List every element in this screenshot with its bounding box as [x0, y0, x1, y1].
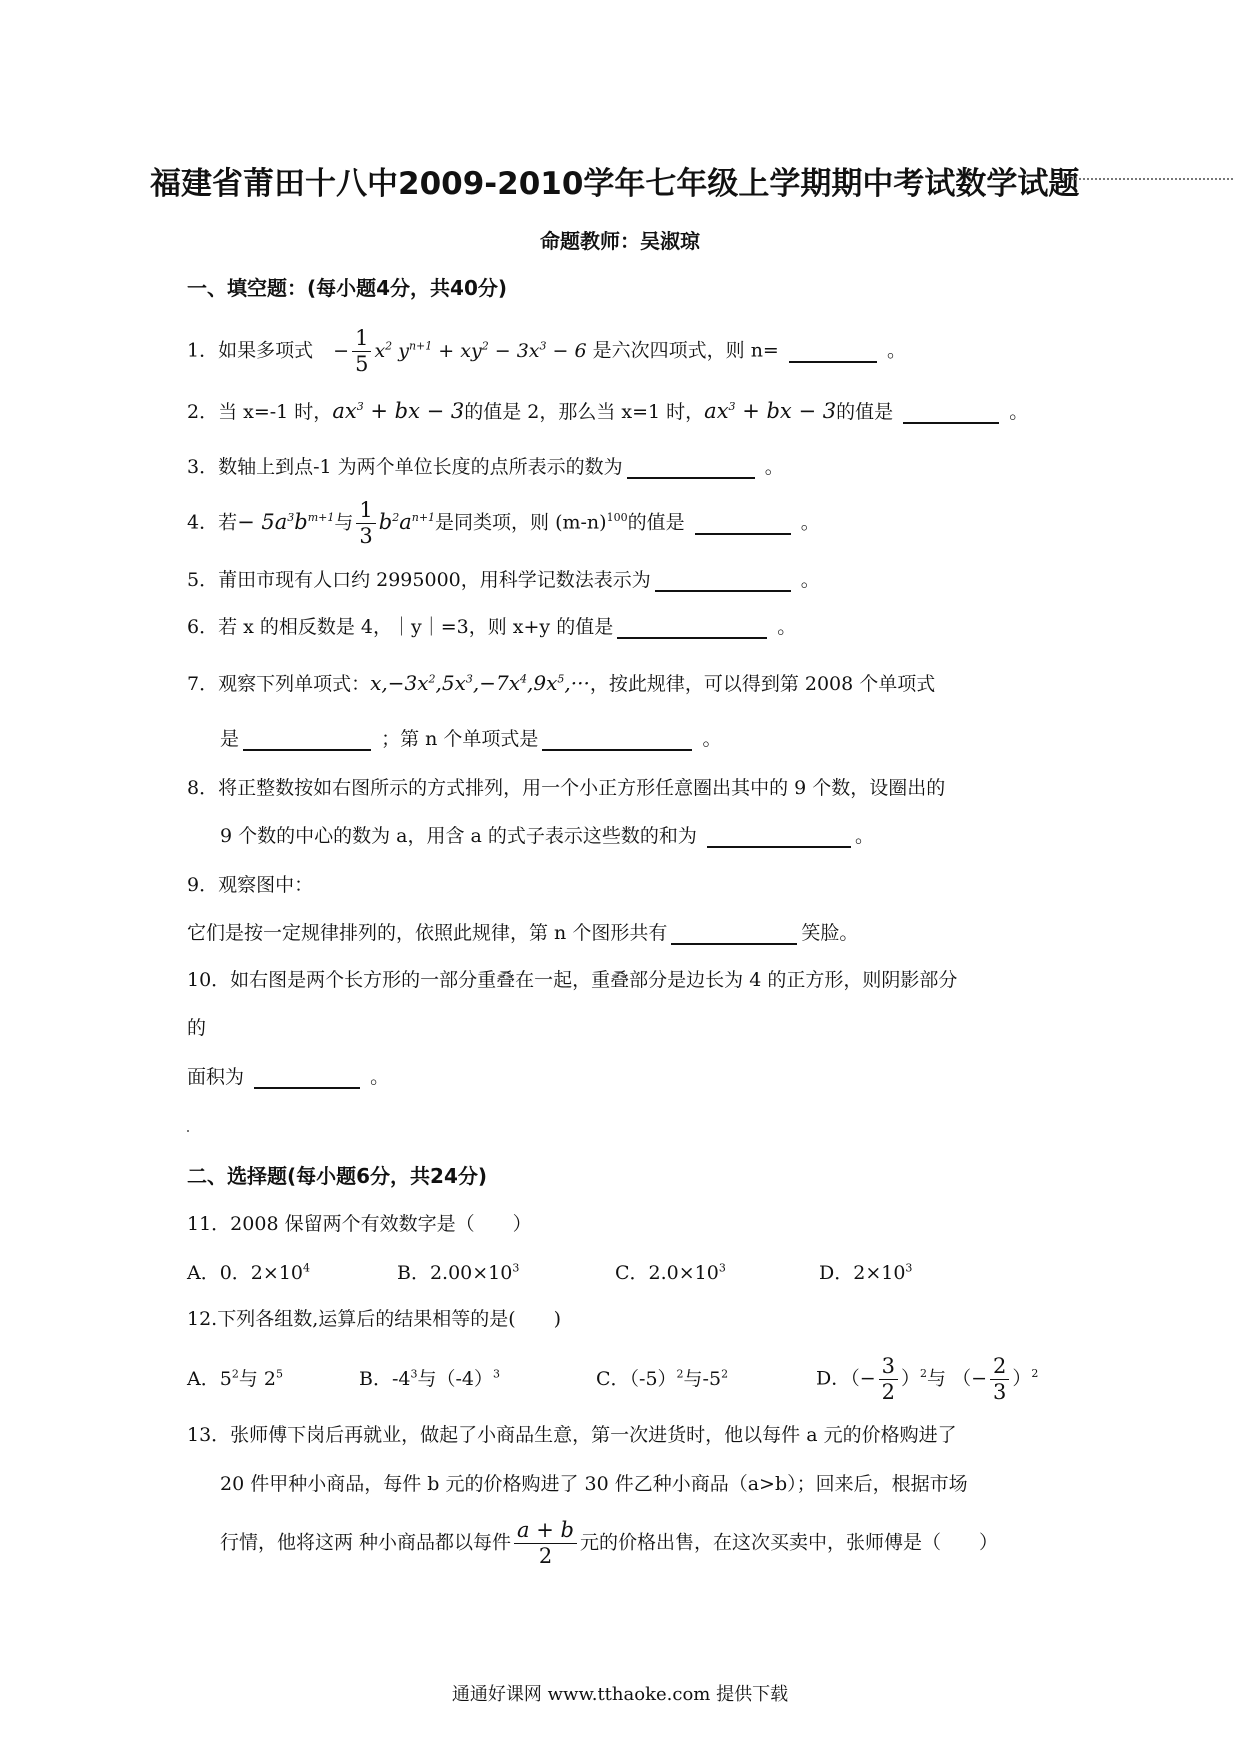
question-11: 11．2008 保留两个有效数字是（ ）	[187, 1213, 532, 1235]
footer-credit: 通通好课网 www.tthaoke.com 提供下载	[451, 1684, 789, 1705]
q11-option-c: C．$2.0\times 10^3$	[615, 1261, 726, 1284]
q9-answer-blank	[671, 923, 797, 945]
q7-answer-blank-1	[243, 729, 371, 751]
question-7: 7．观察下列单项式：$x,-3x^2,5x^3,-7x^4,9x^5,\cdot\cdot\cdot$，按此规律，可以得到第 2008 个单项式	[187, 671, 936, 695]
question-5: 5．莆田市现有人口约 2995000，用科学记数法表示为 。	[187, 569, 820, 591]
q7-answer-blank-2	[542, 729, 692, 751]
question-4: 4．若− $5a^3b^{m+1}$与 $\frac{1}{3}$ $b^2a^{n+1}$是同类项，则 $(m-n)^{100}$的值是 。	[187, 498, 820, 548]
q3-answer-blank	[627, 457, 755, 479]
section-2-heading: 二、选择题(每小题6分，共24分)	[187, 1164, 488, 1188]
q8-answer-blank	[707, 826, 851, 848]
question-13-line-2: 20 件甲种小商品，每件 b 元的价格购进了 30 件乙种小商品（a>b）；回来后，根据市场	[220, 1473, 968, 1495]
q10-answer-blank	[254, 1067, 360, 1089]
q1-answer-blank	[789, 341, 877, 363]
q12-d-fraction-1: $\frac{3}{2}$	[879, 1356, 898, 1403]
dotted-leader	[1058, 178, 1233, 180]
scan-speck	[187, 1130, 189, 1132]
q11-option-d: D．$2\times 10^3$	[819, 1261, 913, 1284]
q12-option-c: C．$(-5)^2$与$-5^2$	[596, 1367, 729, 1390]
question-10: 10．如右图是两个长方形的一部分重叠在一起，重叠部分是边长为 4 的正方形，则阴影部分	[187, 969, 958, 991]
question-12-options	[187, 1356, 1038, 1403]
q2-answer-blank	[903, 402, 999, 424]
q1-text: 是六次四项式，则 n=	[592, 339, 779, 362]
q13-fraction: $\frac{a + b}{2}$	[514, 1520, 577, 1567]
q11-option-a: A．0．$2\times 10^4$	[187, 1261, 310, 1284]
page-title: 福建省莆田十八中2009-2010学年七年级上学期期中考试数学试题	[150, 166, 1080, 202]
question-3: 3．数轴上到点-1 为两个单位长度的点所表示的数为 。	[187, 456, 784, 478]
question-7-line-2: 是 ；第 n 个单项式是 。	[220, 728, 722, 750]
q1-prefix: 1．如果多项式	[187, 339, 314, 362]
q5-answer-blank	[655, 570, 791, 592]
q6-answer-blank	[617, 617, 767, 639]
question-12: 12.下列各组数,运算后的结果相等的是( )	[187, 1308, 562, 1330]
q11-option-b: B．$2.00\times 10^3$	[397, 1261, 520, 1284]
q12-option-a: A．$5^2$与 $2^5$	[187, 1367, 283, 1390]
question-8: 8．将正整数按如右图所示的方式排列，用一个小正方形任意圈出其中的 9 个数，设圈出的	[187, 777, 946, 799]
question-11-options	[187, 1258, 912, 1288]
q12-d-fraction-2: $\frac{2}{3}$	[990, 1356, 1009, 1403]
question-9: 9．观察图中：	[187, 874, 314, 896]
question-6: 6．若 x 的相反数是 4，｜y｜=3，则 x+y 的值是 。	[187, 616, 797, 638]
question-8-line-2: 9 个数的中心的数为 a，用含 a 的式子表示这些数的和为 。	[220, 825, 874, 847]
question-2: 2．当 x=-1 时，$ax^3$ + bx − 3的值是 2，那么当 x=1 时，$ax^3$ + bx − 3的值是 。	[187, 399, 1029, 423]
question-9-line-2: 它们是按一定规律排列的，依照此规律，第 n 个图形共有 笑脸。	[187, 922, 859, 944]
question-10-line-2: 的	[187, 1017, 207, 1039]
question-1: 1．如果多项式 − $\frac{1}{5}$ $x^2$ $y^{n+1} + xy^2 - 3x^3 - 6$ 是六次四项式，则 n= 。	[187, 326, 906, 376]
section-1-heading: 一、填空题：(每小题4分，共40分)	[187, 276, 508, 300]
question-10-line-3: 面积为 。	[187, 1066, 390, 1088]
author-line: 命题教师：吴淑琼	[540, 229, 700, 253]
question-13-line-3: 行情，他将这两 种小商品都以每件 $\frac{a + b}{2}$ 元的价格出售，在这次买卖中，张师傅是（ ）	[220, 1518, 998, 1568]
q12-option-d: D．（− $\frac{3}{2}$ ）$^2$与 （− $\frac{2}{3}$ ）$^2$	[816, 1354, 1039, 1404]
question-13: 13．张师傅下岗后再就业，做起了小商品生意，第一次进货时，他以每件 a 元的价格购进了	[187, 1424, 957, 1446]
q12-option-b: B．$-4^3$与$(-4)^3$	[359, 1367, 500, 1390]
q1-fraction: $\frac{1}{5}$	[352, 328, 371, 375]
q4-fraction: $\frac{1}{3}$	[356, 500, 375, 547]
q4-answer-blank	[695, 513, 791, 535]
